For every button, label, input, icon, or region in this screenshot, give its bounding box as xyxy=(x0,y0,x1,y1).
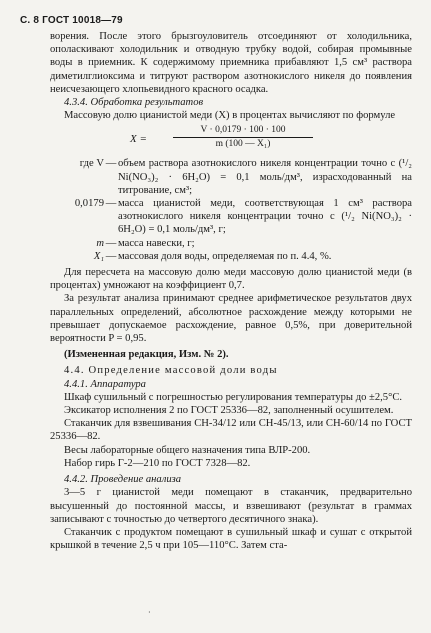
definition-dash: — xyxy=(105,237,117,249)
paragraph: ворения. После этого брызгоуловитель отсоединяют от холодильника, ополаскивают холодильник и отводную трубку водой, собирая промывные воды в приемник. К содержимому приемника прибавляют 1,5 см³ раствора диметилглиоксима и титруют раствором азотнокислого никеля до появления неисчезающего хлопьевидного красного осадка. xyxy=(50,31,412,95)
definition-text: масса навески, г; xyxy=(118,237,195,249)
formula xyxy=(50,125,412,155)
page-header: С. 8 ГОСТ 10018—79 xyxy=(20,15,123,26)
formula-lhs: X = xyxy=(130,133,147,146)
page-mark: · xyxy=(148,608,151,617)
paragraph: Для пересчета на массовую долю меди массовую долю цианистой меди (в процентах) умножают на коэффициент 0,7. xyxy=(50,267,412,292)
paragraph: За результат анализа принимают среднее арифметическое результатов двух параллельных определений, абсолютное расхождение между которыми не превышает допускаемое расхождение, равное 0,5%, при доверительной вероятности P = 0,95. xyxy=(50,293,412,345)
revision-note: (Измененная редакция, Изм. № 2). xyxy=(64,349,229,361)
definition-text: массовая доля воды, определяемая по п. 4.4, %. xyxy=(118,250,332,262)
apparatus-item: Эксикатор исполнения 2 по ГОСТ 25336—82, заполненный осушителем. xyxy=(64,405,394,417)
definition-text: объем раствора азотнокислого никеля концентрации точно c (¹/₂ Ni(NO₃)₂ · 6H₂O) = 0,1 моль/дм³, израсходованный на титрование, см³; xyxy=(118,158,412,196)
paragraph: 3—5 г цианистой меди помещают в стаканчик, предварительно высушенный до постоянной массы, и взвешивают (результат в граммах записывают с точностью до четвертого десятичного знака). xyxy=(50,487,412,525)
subsection-heading: 4.4.2. Проведение анализа xyxy=(64,474,182,486)
apparatus-item: Шкаф сушильный с погрешностью регулирования температуры до ±2,5°С. xyxy=(64,391,403,403)
definition-symbol: X₁ xyxy=(93,250,104,262)
apparatus-item: Набор гирь Г-2—210 по ГОСТ 7328—82. xyxy=(64,457,251,469)
definition-text: масса цианистой меди, соответствующая 1 см³ раствора азотнокислого никеля концентрации точно c (¹/₂ Ni(NO₃)₂ · 6H₂O) = 0,1 моль/дм³, г; xyxy=(118,198,412,236)
page-content xyxy=(50,30,412,552)
section-heading xyxy=(50,96,412,109)
section-heading: 4.4. Определение массовой доли воды xyxy=(64,365,278,377)
apparatus-item: Стаканчик для взвешивания СН-34/12 или СН-45/13, или СН-60/14 по ГОСТ 25336—82. xyxy=(50,418,412,443)
definition-symbol: где V xyxy=(79,158,104,170)
formula-denominator: m (100 — X₁) xyxy=(215,139,271,150)
paragraph: Стаканчик с продуктом помещают в сушильный шкаф и сушат с открытой крышкой в течение 2,5 ч при 105—110°С. Затем ста- xyxy=(50,526,412,552)
definition-item xyxy=(50,250,412,263)
heading-text: 4.3.4. Обработка результатов xyxy=(64,97,204,109)
definition-item xyxy=(50,197,412,237)
definition-symbol: 0,0179 xyxy=(74,198,104,210)
definition-dash: — xyxy=(105,198,117,210)
definition-dash: — xyxy=(105,158,117,170)
definition-dash: — xyxy=(105,250,117,262)
formula-fraction xyxy=(173,125,313,150)
definition-symbol: m xyxy=(96,237,104,249)
variable-definitions xyxy=(50,157,412,263)
definition-item xyxy=(50,237,412,250)
subsection-heading: 4.4.1. Аппаратура xyxy=(64,378,146,390)
apparatus-item: Весы лабораторные общего назначения типа ВЛР-200. xyxy=(64,444,311,456)
paragraph: Массовую долю цианистой меди (X) в процентах вычисляют по формуле xyxy=(64,110,396,122)
definition-item xyxy=(50,157,412,197)
formula-numerator: V · 0,0179 · 100 · 100 xyxy=(173,125,313,138)
